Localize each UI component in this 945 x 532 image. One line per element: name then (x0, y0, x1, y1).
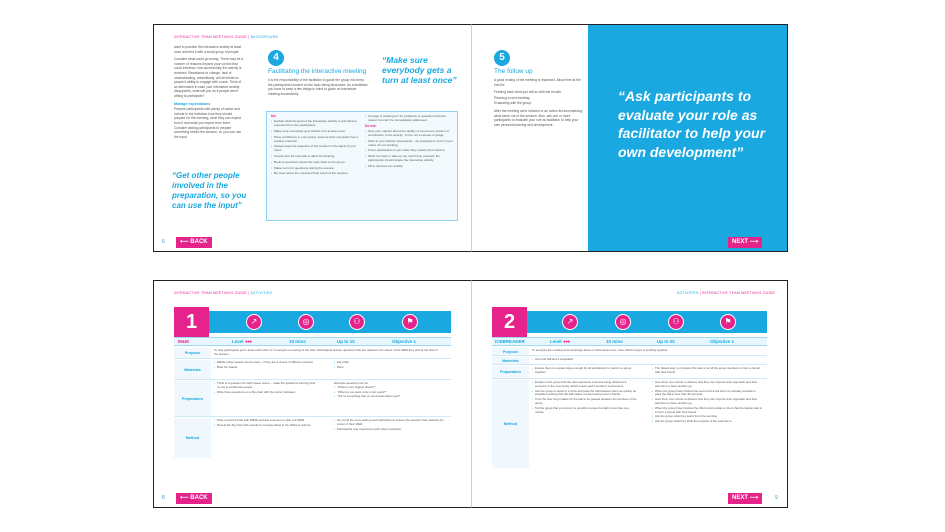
list-item: • Have confidence in your group: assume that everybody has a positive intention. (271, 135, 361, 143)
running-header: INTERACTIVE TEAM MEETINGS GUIDE | BACKGROUND (174, 35, 279, 39)
activity-number: 1 (174, 307, 209, 337)
row-label: Purpose (492, 348, 529, 355)
list-item: • Force participants to join when they clearly don't want to. (365, 148, 455, 152)
row-label: Method (174, 418, 211, 458)
page-number: 9 (775, 495, 778, 501)
pull-quote-2: “Make sure everybody gets a turn at least once” (382, 55, 457, 85)
table-row (492, 366, 767, 379)
list-item: • One soft ball and a stopwatch. (532, 358, 732, 362)
do-column (271, 114, 361, 177)
list-item: • Ask the group what they think the purpose of the exercise is. (652, 420, 762, 424)
intro-para: Consider what could go wrong. There may be a number of reasons beyond your control that could influence how successfully the activity is received. Resistance to change, lack of understanding, unfamiliarity, will all influence people's ability to engage with a task. Think of an alternative in case your interactive activity disappoints, what will you do if people aren't willing to participate? (174, 57, 244, 98)
list-item: • Give them one minute to discuss how they can improve their approach and then ask them to have another go. (652, 381, 762, 389)
list-item: • Go round the room asking each participant to answer the question that matches the colour of their M&M. (334, 419, 444, 427)
row-label: Materials (174, 360, 211, 379)
purpose-text: To energise the meeting and encourage teams to think about new, more efficient ways of working together. (532, 348, 669, 352)
activity-name: M&M (178, 339, 189, 344)
table-row (174, 360, 451, 380)
objective-icon: ⚑ (720, 314, 736, 330)
row-label: Purpose (174, 348, 211, 358)
list-item: • Explain to the group that the ball represents a service being delivered to someone in the community which needs each member's involvement. (532, 381, 637, 389)
list-item: • Give your opinion about the quality of someone's opinion or contribution to the activity. You're not a referee or judge. (365, 129, 455, 137)
running-header: ACTIVITIES | INTERACTIVE TEAM MEETINGS GUIDE (677, 291, 776, 295)
level-dots: ●●● (245, 339, 252, 344)
list-item: • “What do you want to be in ten years?” (334, 391, 444, 395)
do-dont-box (266, 111, 458, 221)
target-icon: ◎ (615, 314, 631, 330)
list-item: • Pass round the bowl with M&Ms and ask everyone to pick one M&M. (214, 419, 319, 423)
group-size: Up to 20 (657, 339, 675, 344)
expect-para: Prepare participants with plenty of notice and include in the invitation how they should prepare for the meeting, what they can expect from it and what you expect from them. Consider asking participants to prepare something before the session, so you can use the input. (174, 107, 242, 139)
list-item: • When the group have finished the third round explain to them that the fastest way is to form a funnel with their hands. (652, 407, 762, 415)
group-size: Up to 10 (337, 339, 355, 344)
list-item: • Think of a question for each sweet colour – make the questions inspiring and try not to embarrass people. (214, 382, 319, 390)
list-item: • Arrange a “parking lot” for problems or questions that are raised, but can't be immediately addressed. (365, 114, 455, 122)
do-label: Do: (271, 114, 277, 118)
arrow-left-icon: ⟵ (180, 239, 189, 245)
row-label: Preparation (492, 366, 529, 378)
section-number-badge: 5 (494, 50, 510, 66)
list-item: • Work too hard or take up too much time yourself: the participants should shape the interactive activity. (365, 154, 455, 162)
list-item: • Always keep the objective of the session in the back of your mind. (271, 144, 361, 152)
section-title: The follow up (494, 68, 533, 75)
row-label: Preparation (174, 381, 211, 416)
list-item: • Pens (334, 366, 444, 370)
list-item: • Flip-chart (334, 361, 444, 365)
table-row (174, 381, 451, 417)
list-item: • “Tell us something that no one knows about you?” (334, 395, 444, 399)
list-item: • When the group have finished the second time tell them it's actually possible to pass the ball in less than 30 seconds. (652, 390, 762, 398)
table-row (174, 348, 451, 359)
list-item: • Create time for intervals to allow for thinking. (271, 154, 361, 158)
list-item: • Time the how long it takes for the ball to be passed between all members of the group. (532, 398, 637, 406)
table-row (492, 348, 767, 356)
row-label: Method (492, 380, 529, 468)
back-button[interactable]: ⟵ BACK (176, 493, 212, 504)
list-item: • Ensure there is a space large enough for all participants to stand in a group together. (532, 367, 637, 375)
rocket-icon: ↗ (246, 314, 262, 330)
page-9 (471, 280, 788, 508)
intro-para: want to practice the interactive activity at least once and test it with a small group of people. (174, 45, 242, 54)
arrow-left-icon: ⟵ (180, 495, 189, 501)
purpose-text: To help participants get to know each other or to energise a meeting at the start. Participants answer questions that are related to the colour of the M&M they pick at the start of the session. (214, 348, 438, 356)
list-item: • Bounce questions about the topic back to the group. (271, 160, 361, 164)
running-header: INTERACTIVE TEAM MEETINGS GUIDE | ACTIVITIES (174, 291, 272, 295)
objective: Objective 1 (710, 339, 735, 344)
next-button[interactable]: NEXT ⟶ (728, 493, 762, 504)
list-item: • Fill in silences too quickly. (365, 164, 455, 168)
rocket-icon: ↗ (562, 314, 578, 330)
group-icon: ⚇ (349, 314, 365, 330)
table-row (492, 357, 767, 365)
list-item: Planning a next meeting. (494, 95, 531, 100)
activity-meta-strip (492, 337, 767, 346)
duration: 10 mins (606, 339, 623, 344)
page-6 (153, 24, 471, 252)
list-item: • Tell the group that you know it is possible to pass the ball in less than one minute. (532, 407, 637, 415)
page-8 (153, 280, 471, 508)
list-item: • Make sure everybody gets his/her turn at least once. (271, 129, 361, 133)
list-item: • Bowl for sweets (214, 366, 319, 370)
list-item: • Be clear about the expected final result of the session. (271, 171, 361, 175)
list-item: • The fastest way to complete this task is for all the group members to form a funnel with their hands. (652, 367, 762, 375)
duration: 10 mins (289, 339, 306, 344)
objective-icon: ⚑ (402, 314, 418, 330)
objective: Objective 1 (392, 339, 417, 344)
quote-panel (588, 25, 787, 251)
intro-column (174, 45, 244, 142)
followup-text (494, 78, 584, 130)
level-dots: ●●● (563, 339, 570, 344)
list-item: Evaluating with the group. (494, 101, 532, 106)
arrow-right-icon: ⟶ (749, 239, 759, 245)
list-item: • Participants may respond to each other's answers. (334, 428, 444, 432)
list-item: • Ask the group what they learnt from the exercise. (652, 415, 762, 419)
list-item: • Write these questions on a flip-chart with the colour indicated. (214, 391, 319, 395)
list-item: • Explain what the goal of the interactive activity is and what is expected from the participants. (271, 119, 361, 127)
list-item: • Stick to your activity obsessively – be prepared to end it if you notice it's not working. (365, 139, 455, 147)
list-item: • Ask the group to stand in a circle and pass the ball between them as quickly as possible ensuring that the ball makes contact each person's hands. (532, 390, 637, 398)
next-button[interactable]: NEXT ⟶ (728, 237, 762, 248)
subheading: Manage expectations (174, 101, 211, 106)
followup-para: A good ending of the meeting is important. Allow time at the end for: (494, 78, 581, 87)
pull-quote: “Get other people involved in the preparation, so you can use the input” (172, 171, 247, 210)
list-item: • Give them one minute to discuss how they can improve their approach and then ask them to have another go. (652, 398, 762, 406)
table-row (492, 380, 767, 468)
back-button[interactable]: ⟵ BACK (176, 237, 212, 248)
page-number: 6 (162, 239, 165, 245)
followup-para: After the meeting send minutes or an action list summarising what came out of the session. Also, ask one or more participants to evaluate your role as facilitator to help your own personal learning and development. (494, 108, 583, 127)
table-row (174, 418, 451, 458)
activity-meta-strip (174, 337, 451, 346)
section-title: Facilitating the interactive meeting (268, 68, 367, 75)
prep-intro: Example questions can be: (334, 381, 369, 385)
activity-band (492, 311, 767, 333)
activity-band (174, 311, 451, 333)
list-item: Feeding back what you will do with the results. (494, 90, 562, 95)
row-label: Materials (492, 357, 529, 364)
page-7 (471, 24, 788, 252)
list-item: • Reveal the flip-chart with questions corresponding to the different colours. (214, 424, 319, 428)
arrow-right-icon: ⟶ (749, 495, 759, 501)
dont-column (365, 114, 455, 170)
activity-name: ICEBREAKER (495, 339, 525, 344)
level-label: Level (550, 339, 562, 344)
section-para: It is the responsibility of the facilitator to guide the group into keep the participants focused on the topic being discussed. As a facilitator you have to keep a few things in mind to guide an interactive meeting successfully. (268, 78, 368, 96)
pull-quote: “Ask participants to evaluate your role as facilitator to help your own development” (618, 88, 766, 160)
group-icon: ⚇ (668, 314, 684, 330)
list-item: • Make room for questions during the session. (271, 166, 361, 170)
section-number-badge: 4 (268, 50, 284, 66)
page-number: 8 (162, 495, 165, 501)
activity-number: 2 (492, 307, 527, 337)
level-label: Level (232, 339, 244, 344)
target-icon: ◎ (298, 314, 314, 330)
list-item: • M&Ms (other sweets can be used – if they are a choice of different colours) (214, 361, 319, 365)
list-item: • “What is your biggest dream?” (334, 386, 444, 390)
dont-label: Do not: (365, 123, 377, 128)
